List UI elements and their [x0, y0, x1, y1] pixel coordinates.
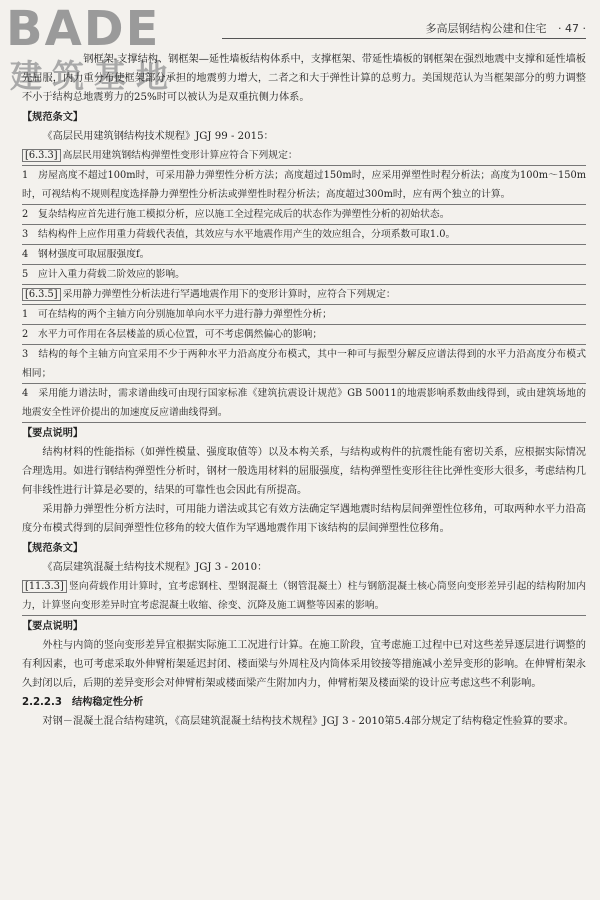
clause-item: 2 水平力可作用在各层楼盖的质心位置，可不考虑偶然偏心的影响； — [22, 325, 586, 345]
notes-paragraph: 结构材料的性能指标（如弹性模量、强度取值等）以及本构关系，与结构或构件的抗震性能有密切关系，应根据实际情况合理选用。如进行钢结构弹塑性分析时，钢材一般选用材料的屈服强度，结构弹塑性变形往往比弹性变形大很多，考虑结构几何非线性进行计算是必要的，结果的可靠性也会因此有所提高。 — [22, 447, 586, 496]
section-heading-notes-2: 【要点说明】 — [22, 621, 84, 632]
clause-item: 3 结构的每个主轴方向宜采用不少于两种水平力沿高度分布模式，其中一种可与振型分解反应谱法得到的水平力沿高度分布模式相同； — [22, 345, 586, 384]
subsection-title: 结构稳定性分析 — [71, 697, 144, 708]
subsection-number: 2.2.2.3 — [22, 697, 62, 708]
clause-number: [6.3.3] — [22, 149, 61, 162]
section-heading-code-2: 【规范条文】 — [22, 543, 84, 554]
running-title: 多高层钢结构公建和住宅 — [425, 22, 547, 35]
code-citation-jgj99: 《高层民用建筑钢结构技术规程》JGJ 99 - 2015： — [42, 131, 274, 142]
page-number: · 47 · — [558, 22, 586, 35]
notes-paragraph: 外柱与内筒的竖向变形差异宜根据实际施工工况进行计算。在施工阶段，宜考虑施工过程中已对这些差异逐层进行调整的有利因素，也可考虑采取外伸臂桁架延迟封闭、楼面梁与外周柱及内筒体采用铰接等措施减小差异变形的影响。在伸臂桁架永久封闭以后，后期的差异变形会对伸臂桁架或楼面梁产生附加内力，伸臂桁架及楼面梁的设计应考虑这些不利影响。 — [22, 640, 586, 689]
section-heading-code-1: 【规范条文】 — [22, 112, 84, 123]
clause-6-3-3 — [22, 146, 586, 166]
clause-number: [11.3.3] — [22, 580, 67, 593]
clause-item: 4 采用能力谱法时，需求谱曲线可由现行国家标准《建筑抗震设计规范》GB 50011的地震影响系数曲线得到，或由建筑场地的地震安全性评价提出的加速度反应谱曲线得到。 — [22, 384, 586, 423]
section-heading-notes-1: 【要点说明】 — [22, 428, 84, 439]
intro-paragraph: 钢框架-支撑结构、钢框架—延性墙板结构体系中，支撑框架、带延性墙板的钢框架在强烈地震中支撑和延性墙板先屈服，内力重分布使框架部分承担的地震剪力增大，二者之和大于弹性计算的总剪力。美国规范认为当框架部分的剪力调整不小于结构总地震剪力的25%时可以被认为是双重抗侧力体系。 — [22, 54, 586, 103]
notes-paragraph: 采用静力弹塑性分析方法时，可用能力谱法或其它有效方法确定罕遇地震时结构层间弹塑性位移角，可取两种水平力沿高度分布模式得到的层间弹塑性位移角的较大值作为罕遇地震作用下该结构的层间弹塑性位移角。 — [22, 504, 586, 534]
clause-item: 4 钢材强度可取屈服强度f。 — [22, 245, 586, 265]
clause-number: [6.3.5] — [22, 288, 61, 301]
watermark-logo: BADE — [6, 1, 161, 57]
clause-item: 5 应计入重力荷载二阶效应的影响。 — [22, 265, 586, 285]
clause-text: 高层民用建筑钢结构弹塑性变形计算应符合下列规定： — [62, 150, 298, 161]
running-header — [426, 20, 586, 36]
clause-6-3-5 — [22, 285, 586, 305]
subsection-heading — [22, 693, 586, 712]
code-citation-jgj3: 《高层建筑混凝土结构技术规程》JGJ 3 - 2010： — [42, 562, 268, 573]
watermark-logo-subtext: 建筑基地 — [10, 57, 179, 95]
page-body — [22, 50, 586, 731]
clause-item: 2 复杂结构应首先进行施工模拟分析，应以施工全过程完成后的状态作为弹塑性分析的初始状态。 — [22, 205, 586, 225]
clause-text: 采用静力弹塑性分析法进行罕遇地震作用下的变形计算时，应符合下列规定： — [62, 289, 396, 300]
clause-item: 1 房屋高度不超过100m时，可采用静力弹塑性分析方法；高度超过150m时，应采用弹塑性时程分析法；高度为100m～150m时，可视结构不规则程度选择静力弹塑性分析法或弹塑性时程分析法；高度超过300m时，应有两个独立的计算。 — [22, 166, 586, 205]
clause-11-3-3 — [22, 577, 586, 616]
clause-item: 3 结构构件上应作用重力荷载代表值，其效应与水平地震作用产生的效应组合，分项系数可取1.0。 — [22, 225, 586, 245]
final-paragraph: 对钢－混凝土混合结构建筑，《高层建筑混凝土结构技术规程》JGJ 3 - 2010第5.4部分规定了结构稳定性验算的要求。 — [42, 716, 574, 727]
header-rule — [222, 38, 586, 39]
clause-text: 竖向荷载作用计算时，宜考虑钢柱、型钢混凝土（钢管混凝土）柱与钢筋混凝土核心筒竖向变形差异引起的结构附加内力，计算竖向变形差异时宜考虑混凝土收缩、徐变、沉降及施工调整等因素的影响。 — [22, 581, 586, 611]
clause-item: 1 可在结构的两个主轴方向分别施加单向水平力进行静力弹塑性分析； — [22, 305, 586, 325]
